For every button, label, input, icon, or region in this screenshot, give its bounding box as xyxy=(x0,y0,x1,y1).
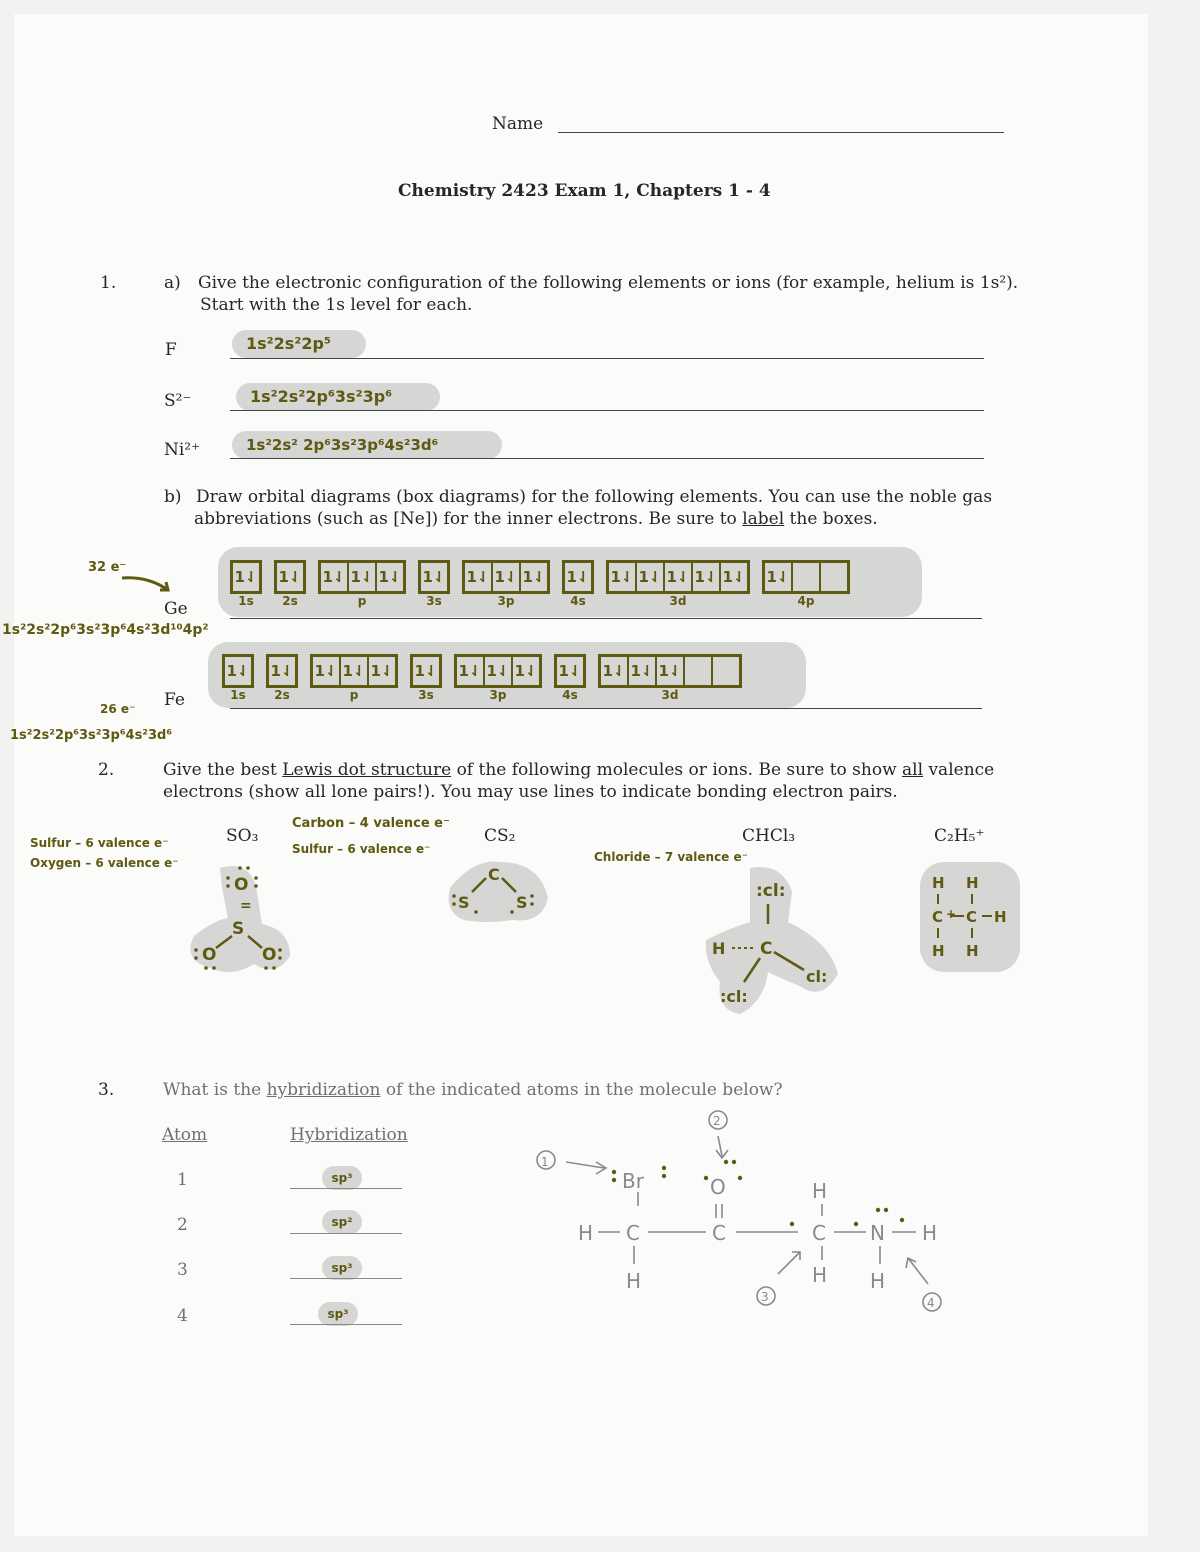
svg-text:C: C xyxy=(932,908,944,926)
orbital-boxes xyxy=(562,560,594,594)
answer-line xyxy=(290,1188,402,1189)
q1a-label: a) xyxy=(164,273,181,293)
cs2-lewis-structure xyxy=(444,858,554,928)
orbital-boxes xyxy=(230,560,262,594)
orbital-box: 1⇃ xyxy=(378,568,402,586)
svg-text:H: H xyxy=(932,874,945,892)
orbital-boxes xyxy=(462,560,550,594)
atom-number: 1 xyxy=(177,1170,188,1190)
chcl3-lewis-structure xyxy=(700,862,850,1022)
svg-text:O: O xyxy=(202,945,217,965)
svg-text:H: H xyxy=(712,939,726,958)
q1b-label: b) xyxy=(164,487,182,507)
orbital-box: 1⇃ xyxy=(234,568,258,586)
atom-number: 2 xyxy=(177,1215,188,1235)
orbital-box xyxy=(821,563,847,591)
orbital-label: 4s xyxy=(570,594,586,608)
svg-text:C: C xyxy=(626,1221,640,1245)
orbital-box: 1⇃ xyxy=(313,657,341,685)
q1-number: 1. xyxy=(100,273,117,293)
orbital-box: 1⇃ xyxy=(226,662,250,680)
orbital-box: 1⇃ xyxy=(370,662,394,680)
answer-line xyxy=(290,1278,402,1279)
cs2-note-carbon: Carbon – 4 valence e⁻ xyxy=(292,816,450,831)
svg-text:C: C xyxy=(812,1221,826,1245)
orbital-boxes xyxy=(606,560,750,594)
q1a-instruction-1: Give the electronic configuration of the following elements or ions (for example, helium is 1s²). xyxy=(198,273,1019,293)
orbital-group xyxy=(410,654,442,702)
svg-text:H: H xyxy=(966,874,979,892)
orbital-group xyxy=(762,560,850,608)
svg-text:O: O xyxy=(234,875,249,895)
q2-instruction-2: electrons (show all lone pairs!). You may use lines to indicate bonding electron pairs. xyxy=(163,782,898,802)
orbital-box: 1⇃ xyxy=(278,568,302,586)
fe-electron-count: 26 e⁻ xyxy=(100,702,136,716)
hybridization-answer: sp³ xyxy=(322,1256,362,1280)
svg-text:C: C xyxy=(712,1221,726,1245)
orbital-box: 1⇃ xyxy=(665,563,693,591)
svg-text:H: H xyxy=(932,942,945,960)
svg-text:O: O xyxy=(262,945,277,965)
orbital-label: 1s xyxy=(230,688,246,702)
molecule-c2h5: C₂H₅⁺ xyxy=(934,826,985,846)
orbital-box: 1⇃ xyxy=(522,568,546,586)
orbital-label: p xyxy=(349,688,359,702)
svg-text:H: H xyxy=(578,1221,594,1245)
orbital-box: 1⇃ xyxy=(609,563,637,591)
orbital-box: 1⇃ xyxy=(514,662,538,680)
svg-text:+: + xyxy=(946,907,957,921)
name-label: Name xyxy=(492,114,544,134)
orbital-box: 1⇃ xyxy=(349,563,377,591)
orbital-group xyxy=(310,654,398,702)
orbital-boxes xyxy=(318,560,406,594)
orbital-box xyxy=(713,657,739,685)
hybridization-answer: sp² xyxy=(322,1210,362,1234)
svg-text:H: H xyxy=(870,1269,886,1293)
orbital-boxes xyxy=(310,654,398,688)
orbital-label: 3d xyxy=(661,688,679,702)
name-line xyxy=(558,132,1004,133)
orbital-label: 3p xyxy=(497,594,515,608)
molecule-cs2: CS₂ xyxy=(484,826,516,846)
q3-question: What is the hybridization of the indicated atoms in the molecule below? xyxy=(163,1080,783,1100)
col-atom-header: Atom xyxy=(162,1125,208,1145)
orbital-box: 1⇃ xyxy=(414,662,438,680)
q3-number: 3. xyxy=(98,1080,115,1100)
atom-number: 3 xyxy=(177,1260,188,1280)
ge-electron-count: 32 e⁻ xyxy=(88,560,127,575)
orbital-label: 4s xyxy=(562,688,578,702)
svg-text::cl:: :cl: xyxy=(756,881,786,901)
answer-line xyxy=(290,1233,402,1234)
q1a-answer-ni2: 1s²2s² 2p⁶3s²3p⁶4s²3d⁶ xyxy=(232,431,502,459)
orbital-box: 1⇃ xyxy=(629,657,657,685)
orbital-group xyxy=(318,560,406,608)
orbital-group xyxy=(554,654,586,702)
orbital-group xyxy=(598,654,742,702)
q1a-answer-s2: 1s²2s²2p⁶3s²3p⁶ xyxy=(236,383,440,411)
orbital-box: 1⇃ xyxy=(765,563,793,591)
svg-text:H: H xyxy=(966,942,979,960)
orbital-box: 1⇃ xyxy=(341,657,369,685)
orbital-box: 1⇃ xyxy=(270,662,294,680)
q1a-row-label: F xyxy=(165,340,177,360)
orbital-box: 1⇃ xyxy=(657,657,685,685)
orbital-boxes xyxy=(554,654,586,688)
orbital-box: 1⇃ xyxy=(722,568,746,586)
q1b-instruction-2: abbreviations (such as [Ne]) for the inner electrons. Be sure to label the boxes. xyxy=(194,509,878,529)
orbital-label: 1s xyxy=(238,594,254,608)
orbital-boxes xyxy=(418,560,450,594)
ge-full-config: 1s²2s²2p⁶3s²3p⁶4s²3d¹⁰4p² xyxy=(2,622,209,638)
orbital-boxes xyxy=(266,654,298,688)
orbital-boxes xyxy=(762,560,850,594)
svg-text:O: O xyxy=(710,1175,726,1199)
orbital-label: 3p xyxy=(489,688,507,702)
orbital-label: 3d xyxy=(669,594,687,608)
svg-text:H: H xyxy=(812,1179,828,1203)
q1a-row-label: Ni²⁺ xyxy=(164,440,201,460)
svg-text:H: H xyxy=(922,1221,938,1245)
orbital-group xyxy=(222,654,254,702)
answer-line xyxy=(230,358,984,359)
orbital-box: 1⇃ xyxy=(465,563,493,591)
orbital-boxes xyxy=(410,654,442,688)
so3-note-oxygen: Oxygen – 6 valence e⁻ xyxy=(30,856,179,870)
orbital-group xyxy=(418,560,450,608)
answer-line xyxy=(230,458,984,459)
orbital-group xyxy=(462,560,550,608)
molecule-chcl3: CHCl₃ xyxy=(742,826,796,846)
svg-text:H: H xyxy=(812,1263,828,1287)
orbital-box: 1⇃ xyxy=(493,563,521,591)
svg-text:1: 1 xyxy=(541,1155,549,1169)
orbital-box: 1⇃ xyxy=(321,563,349,591)
svg-text:C: C xyxy=(488,865,500,884)
orbital-box: 1⇃ xyxy=(422,568,446,586)
so3-lewis-structure xyxy=(180,860,300,990)
svg-text:H: H xyxy=(626,1269,642,1293)
atom-number: 4 xyxy=(177,1306,188,1326)
orbital-group xyxy=(606,560,750,608)
orbital-group xyxy=(266,654,298,702)
fe-orbital-diagram xyxy=(222,654,754,702)
orbital-box: 1⇃ xyxy=(637,563,665,591)
svg-text:N: N xyxy=(870,1221,885,1245)
orbital-label: 2s xyxy=(282,594,298,608)
q3-molecule-diagram xyxy=(530,1106,960,1320)
answer-line xyxy=(230,410,984,411)
orbital-box xyxy=(685,657,713,685)
arrow-icon xyxy=(118,572,178,596)
orbital-box: 1⇃ xyxy=(601,657,629,685)
orbital-box: 1⇃ xyxy=(558,662,582,680)
fe-label: Fe xyxy=(164,690,185,710)
ge-label: Ge xyxy=(164,599,188,619)
molecule-so3: SO₃ xyxy=(226,826,259,846)
orbital-box xyxy=(793,563,821,591)
svg-text:H: H xyxy=(994,908,1007,926)
orbital-boxes xyxy=(454,654,542,688)
orbital-label: 3s xyxy=(426,594,442,608)
svg-text:S: S xyxy=(516,893,528,912)
svg-text:2: 2 xyxy=(713,1114,721,1128)
svg-text:C: C xyxy=(760,939,773,959)
answer-line xyxy=(230,708,982,709)
orbital-box: 1⇃ xyxy=(485,657,513,685)
orbital-group xyxy=(230,560,262,608)
cs2-note-sulfur: Sulfur – 6 valence e⁻ xyxy=(292,842,431,856)
so3-note-sulfur: Sulfur – 6 valence e⁻ xyxy=(30,836,169,850)
fe-full-config: 1s²2s²2p⁶3s²3p⁶4s²3d⁶ xyxy=(10,728,173,743)
orbital-boxes xyxy=(598,654,742,688)
chcl3-note: Chloride – 7 valence e⁻ xyxy=(594,850,748,864)
orbital-label: 4p xyxy=(797,594,815,608)
svg-text:cl:: cl: xyxy=(806,967,828,986)
orbital-box: 1⇃ xyxy=(693,563,721,591)
answer-line xyxy=(230,618,982,619)
orbital-box: 1⇃ xyxy=(566,568,590,586)
orbital-boxes xyxy=(222,654,254,688)
svg-text:=: = xyxy=(240,898,252,914)
col-hybridization-header: Hybridization xyxy=(290,1125,408,1145)
q1a-instruction-2: Start with the 1s level for each. xyxy=(200,295,473,315)
svg-text:4: 4 xyxy=(927,1296,935,1310)
hybridization-answer: sp³ xyxy=(322,1166,362,1190)
hybridization-answer: sp³ xyxy=(318,1302,358,1326)
orbital-group xyxy=(454,654,542,702)
c2h5-lewis-structure xyxy=(916,858,1026,976)
exam-title: Chemistry 2423 Exam 1, Chapters 1 - 4 xyxy=(398,181,771,201)
answer-line xyxy=(290,1324,402,1325)
orbital-group xyxy=(274,560,306,608)
svg-text:3: 3 xyxy=(761,1290,769,1304)
q2-number: 2. xyxy=(98,760,115,780)
svg-text:Br: Br xyxy=(622,1169,644,1193)
q1a-row-label: S²⁻ xyxy=(164,391,192,411)
orbital-box: 1⇃ xyxy=(457,657,485,685)
svg-text::cl:: :cl: xyxy=(720,987,748,1006)
orbital-label: 3s xyxy=(418,688,434,702)
q2-instruction-1: Give the best Lewis dot structure of the following molecules or ions. Be sure to show all valence xyxy=(163,760,995,780)
orbital-label: 2s xyxy=(274,688,290,702)
ge-orbital-diagram xyxy=(230,560,862,608)
q1b-instruction-1: Draw orbital diagrams (box diagrams) for the following elements. You can use the noble gas xyxy=(196,487,993,507)
svg-text:S: S xyxy=(458,893,470,912)
svg-text:C: C xyxy=(966,908,978,926)
orbital-boxes xyxy=(274,560,306,594)
q1a-answer-f: 1s²2s²2p⁵ xyxy=(232,330,366,358)
orbital-label: p xyxy=(357,594,367,608)
orbital-group xyxy=(562,560,594,608)
svg-text:S: S xyxy=(232,919,245,939)
